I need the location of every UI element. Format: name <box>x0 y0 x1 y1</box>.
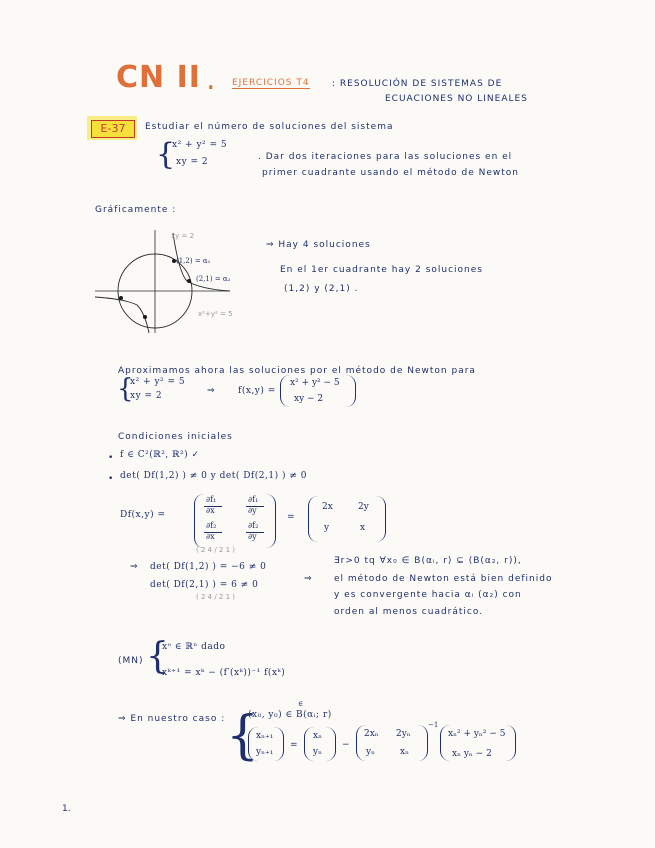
our-case-label: ⇒ En nuestro caso : <box>118 714 226 724</box>
conditions-heading: Condiciones iniciales <box>118 432 233 442</box>
in-mark: ∈ <box>298 700 304 708</box>
graph-label-circle: x²+y² = 5 <box>198 310 233 318</box>
case-equals: = <box>290 740 299 750</box>
partial-22-num: ∂f₂ <box>248 521 259 530</box>
partial-12-den: ∂y <box>248 506 257 515</box>
det-aside: ( 2 4 / 2 1 ) <box>196 546 235 554</box>
topic-line-2: ECUACIONES NO LINEALES <box>385 94 528 104</box>
inv-11: 2xₙ <box>364 729 379 739</box>
graphically-label: Gráficamente : <box>95 205 177 215</box>
f-component-1: x² + y² − 5 <box>290 378 340 388</box>
det-alpha1: det( Df(1,2) ) = −6 ≠ 0 <box>150 562 267 572</box>
partial-11-den: ∂x <box>206 506 215 515</box>
course-title: CN II <box>116 60 201 95</box>
partial-12-num: ∂f₁ <box>248 495 259 504</box>
point-2-1 <box>187 279 191 283</box>
jacobian-11: 2x <box>322 502 333 512</box>
inverse-exponent: −1 <box>428 721 439 729</box>
system2-eq-2: xy = 2 <box>130 391 163 401</box>
case-minus: − <box>342 740 351 750</box>
partial-22-den: ∂y <box>248 532 257 541</box>
bullet-1: • <box>108 453 115 463</box>
condition-2: det( Df(1,2) ) ≠ 0 y det( Df(2,1) ) ≠ 0 <box>120 471 307 481</box>
conclusion-line-4: orden al menos cuadrático. <box>334 607 484 617</box>
implies-arrow-2: ⇒ <box>130 562 139 572</box>
first-quadrant-note: En el 1er cuadrante hay 2 soluciones <box>280 265 483 275</box>
method-label: (MN) <box>118 656 144 666</box>
page-mark: 1. <box>62 804 71 814</box>
graph-label-alpha2: (2,1) = α₂ <box>196 275 231 283</box>
jacobian-label: Df(x,y) = <box>120 510 166 520</box>
equals-sign: = <box>287 512 296 522</box>
next-x: xₙ₊₁ <box>256 731 274 741</box>
approx-heading: Aproximamos ahora las soluciones por el método de Newton para <box>118 366 476 376</box>
det-aside-2: ( 2 4 / 2 1 ) <box>196 593 235 601</box>
solutions-count: ⇒ Hay 4 soluciones <box>266 240 371 250</box>
partial-11-num: ∂f₁ <box>206 495 217 504</box>
current-x: xₙ <box>313 731 322 741</box>
partial-21-den: ∂x <box>206 532 215 541</box>
hyperbola-branch-2 <box>95 297 149 333</box>
jacobian-21: y <box>324 523 330 533</box>
case-brace: { <box>226 706 260 766</box>
residual-1: xₙ² + yₙ² − 5 <box>448 729 506 739</box>
method-initial: xᵒ ∈ ℝⁿ dado <box>162 642 226 652</box>
case-initial: (x₀, y₀) ∈ B(αᵢ; r) <box>248 710 332 720</box>
task-line-2: primer cuadrante usando el método de Newton <box>262 168 519 178</box>
det-alpha2: det( Df(2,1) ) = 6 ≠ 0 <box>150 580 259 590</box>
f-definition: f(x,y) = <box>238 386 276 396</box>
system-eq-2: xy = 2 <box>176 157 209 167</box>
condition-1: f ∈ C²(ℝ², ℝ²) ✓ <box>120 450 200 460</box>
next-y: yₙ₊₁ <box>256 747 274 757</box>
first-quadrant-points: (1,2) y (2,1) . <box>284 284 359 294</box>
exercise-sheet-tag: EJERCICIOS T4 <box>232 78 310 88</box>
jacobian-22: x <box>360 523 366 533</box>
graph-label-xy: xy = 2 <box>171 232 195 240</box>
jacobian-matrix-bracket <box>308 496 386 542</box>
bullet-2: • <box>108 474 115 484</box>
topic-line-1: : RESOLUCIÓN DE SISTEMAS DE <box>332 79 503 89</box>
system-brace: { <box>156 137 176 172</box>
system-eq-1: x² + y² = 5 <box>172 140 228 150</box>
f-component-2: xy − 2 <box>294 394 324 404</box>
implies-arrow-1: ⇒ <box>207 386 216 396</box>
current-y: yₙ <box>313 747 322 757</box>
graph-label-alpha1: (1,2) = α₁ <box>176 257 211 265</box>
inv-21: yₙ <box>366 747 375 757</box>
method-iteration: xᵏ⁺¹ = xᵏ − (f′(xᵏ))⁻¹ f(xᵏ) <box>162 668 286 678</box>
conclusion-line-3: y es convergente hacia αᵢ (α₂) con <box>334 590 522 600</box>
inv-12: 2yₙ <box>396 729 411 739</box>
point-neg-2-1 <box>119 296 123 300</box>
conclusion-line-1: ∃r>0 tq ∀x₀ ∈ B(αᵢ, r) ⊆ (B(α₂, r)), <box>334 556 522 566</box>
exercise-number-badge: E-37 <box>91 120 135 138</box>
inv-22: xₙ <box>400 747 409 757</box>
method-brace: { <box>146 636 169 677</box>
conclusion-line-2: el método de Newton está bien definido <box>334 574 553 584</box>
residual-2: xₙ yₙ − 2 <box>452 749 492 759</box>
title-dot: . <box>206 62 216 97</box>
implies-arrow-3: ⇒ <box>304 574 313 584</box>
system-brace-2: { <box>117 374 134 404</box>
task-line-1: . Dar dos iteraciones para las soluciones en el <box>258 152 513 162</box>
statement-line: Estudiar el número de soluciones del sistema <box>145 122 394 132</box>
jacobian-12: 2y <box>358 502 369 512</box>
point-neg-1-2 <box>143 315 147 319</box>
system2-eq-1: x² + y² = 5 <box>130 377 186 387</box>
partial-21-num: ∂f₂ <box>206 521 217 530</box>
